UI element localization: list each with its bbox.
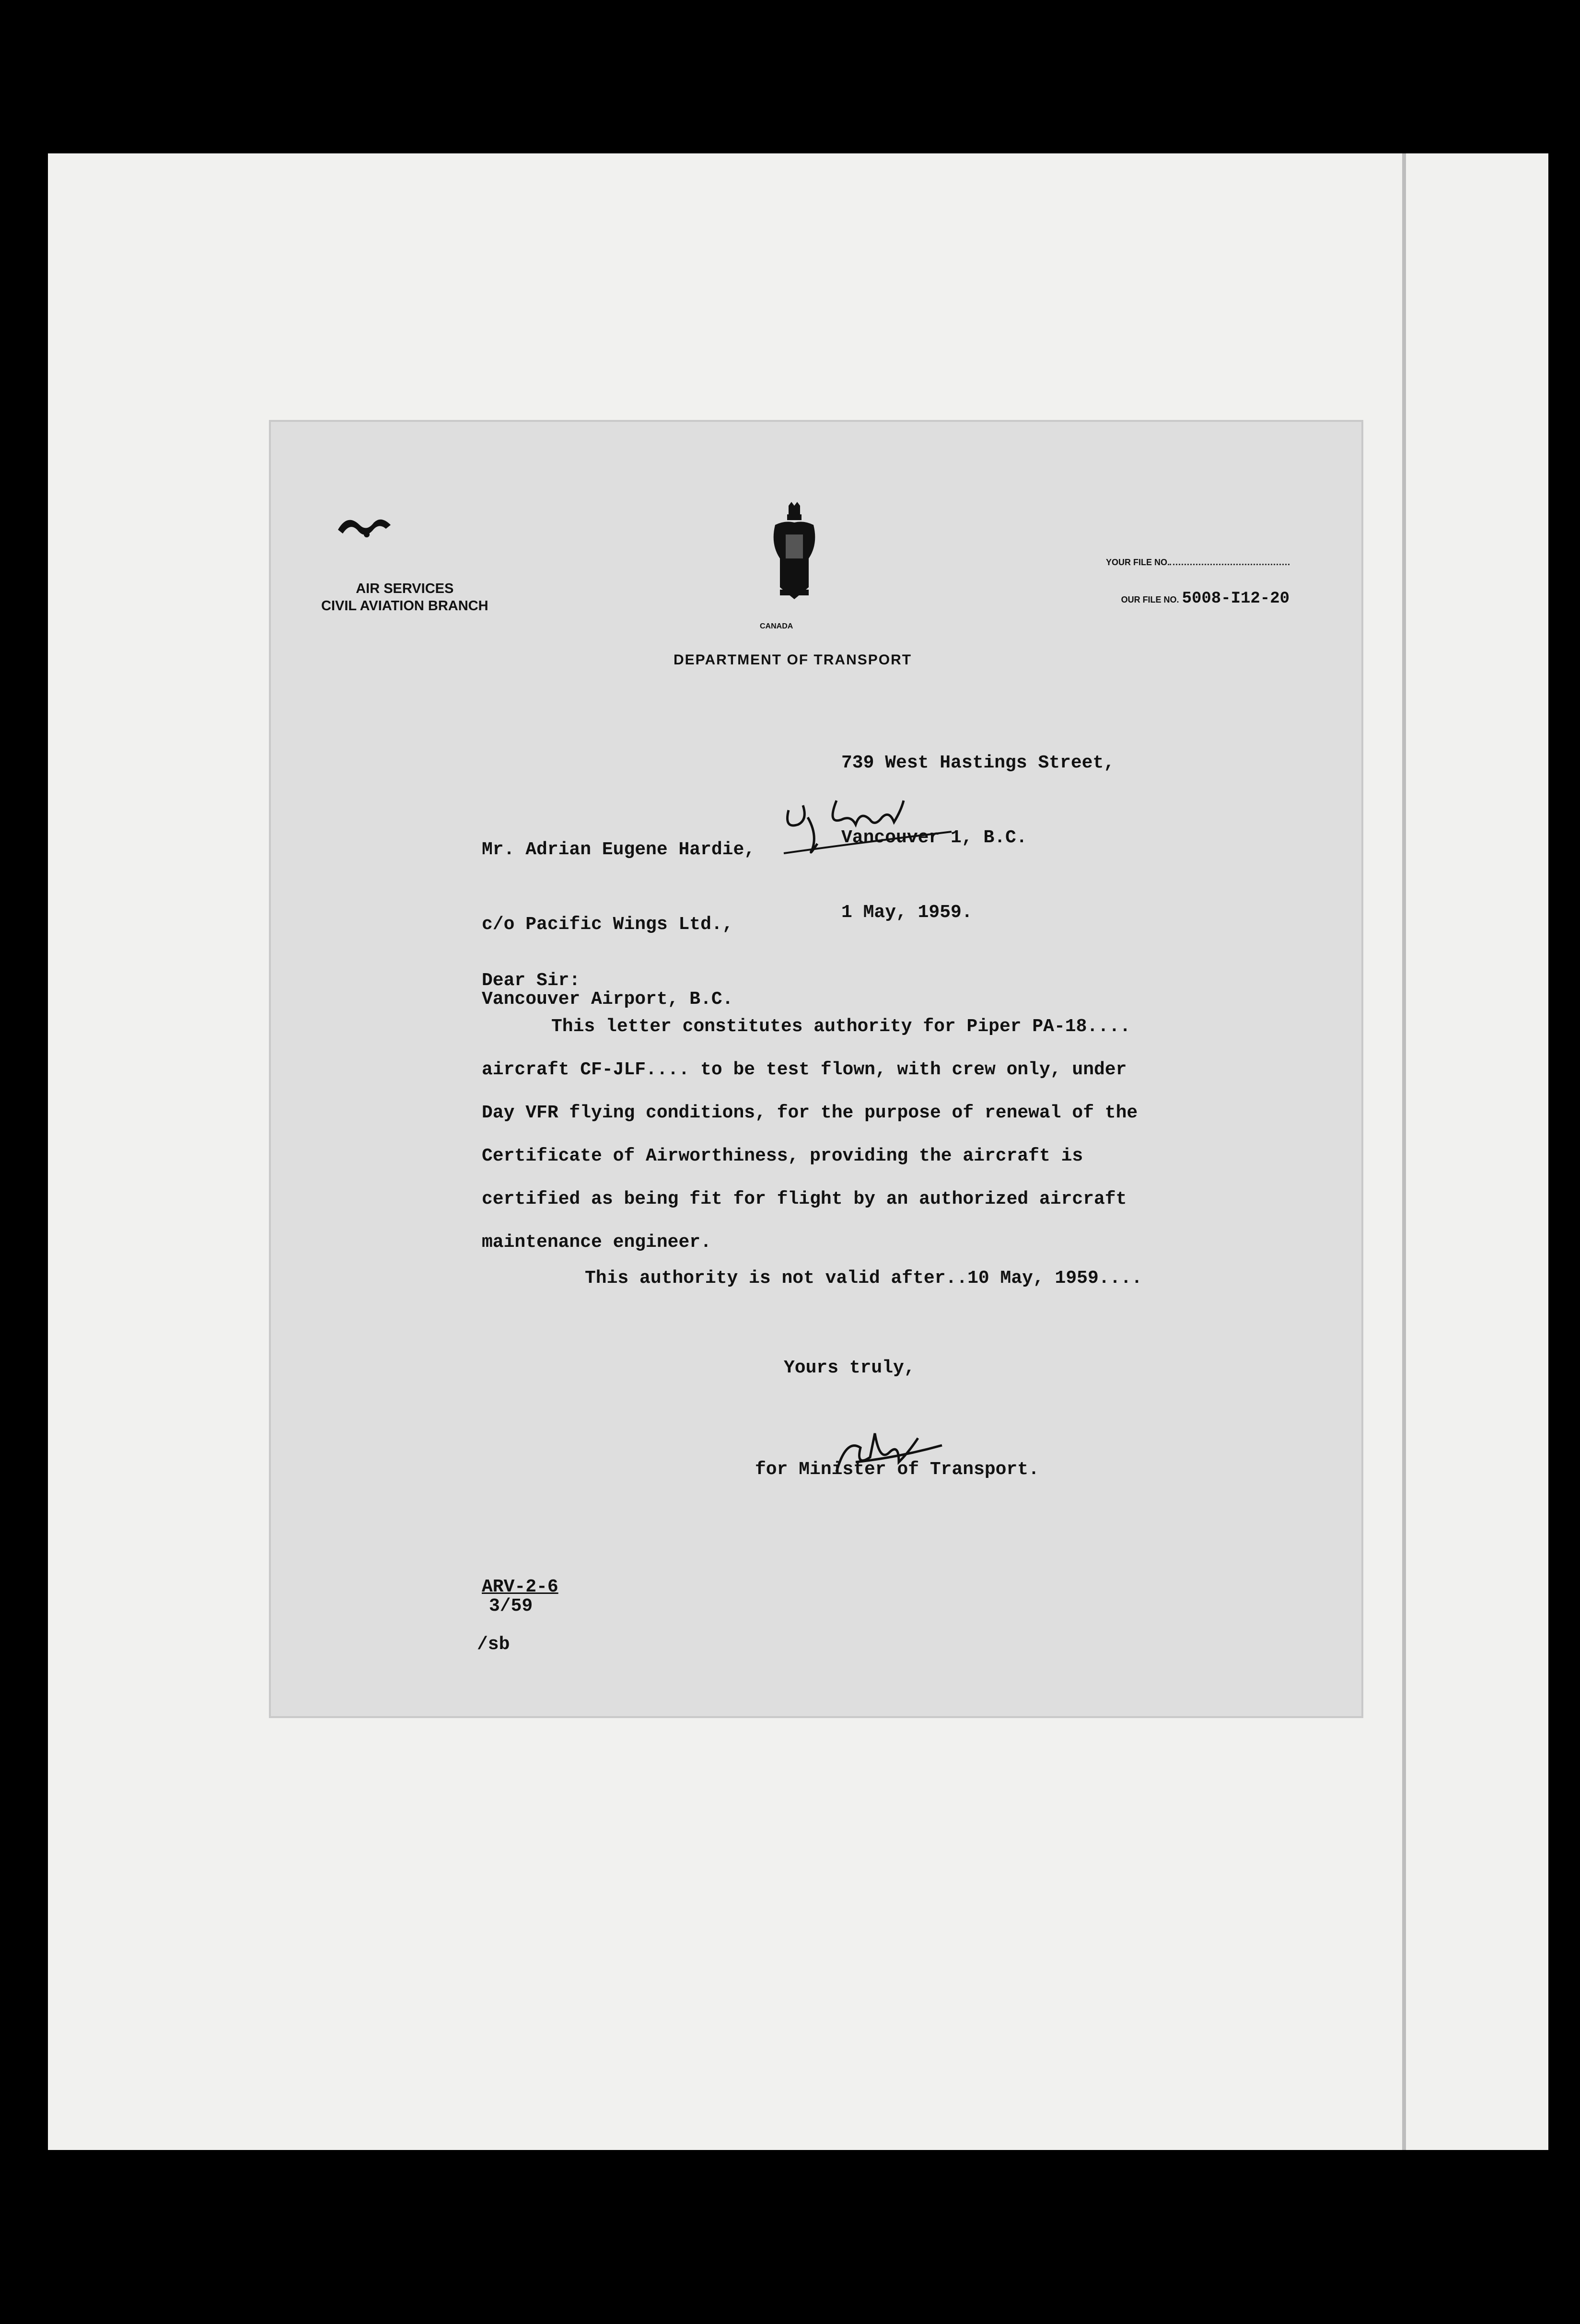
body-line-2: aircraft CF-JLF.... to be test flown, with crew only, under — [482, 1059, 1127, 1080]
our-file-label: OUR FILE NO. — [1121, 595, 1179, 604]
coat-of-arms-icon — [770, 501, 818, 604]
salutation: Dear Sir: — [482, 970, 581, 991]
body-line-1: This letter constitutes authority for Piper PA-18.... — [551, 1016, 1131, 1037]
your-file-row — [1106, 558, 1290, 568]
branch-heading — [321, 580, 488, 615]
form-code: ARV-2-6 — [482, 1577, 558, 1597]
mount-divider — [1402, 153, 1406, 2150]
your-file-label: YOUR FILE NO. — [1105, 558, 1170, 567]
body-line-3: Day VFR flying conditions, for the purpose of renewal of the — [482, 1103, 1138, 1123]
sender-address-line-2: Vancouver 1, B.C. — [841, 827, 1027, 848]
typist-initials: /sb — [477, 1634, 510, 1655]
our-file-row — [1121, 590, 1290, 608]
closing: Yours truly, — [784, 1358, 915, 1378]
handwritten-annotation — [779, 791, 961, 863]
body-line-4: Certificate of Airworthiness, providing the aircraft is — [482, 1146, 1083, 1166]
validity-line: This authority is not valid after..10 May, 1959.... — [585, 1268, 1142, 1289]
letter-date: 1 May, 1959. — [841, 902, 973, 923]
form-date: 3/59 — [489, 1596, 533, 1616]
department-title: DEPARTMENT OF TRANSPORT — [674, 652, 912, 668]
recipient-line-3: Vancouver Airport, B.C. — [482, 989, 733, 1010]
country-label: CANADA — [760, 622, 793, 630]
letter-page — [271, 422, 1361, 1716]
body-line-6: maintenance engineer. — [482, 1232, 711, 1253]
branch-logo-icon — [333, 511, 395, 544]
branch-line-1: AIR SERVICES — [356, 581, 454, 596]
sender-address-line-1: 739 West Hastings Street, — [841, 753, 1115, 773]
branch-line-2: CIVIL AVIATION BRANCH — [321, 598, 488, 614]
our-file-number: 5008-I12-20 — [1182, 590, 1290, 608]
signature-line: for Minister of Transport. — [755, 1459, 1039, 1480]
your-file-blank — [1170, 564, 1290, 565]
recipient-line-1: Mr. Adrian Eugene Hardie, — [482, 839, 755, 860]
recipient-line-2: c/o Pacific Wings Ltd., — [482, 914, 733, 935]
body-line-5: certified as being fit for flight by an authorized aircraft — [482, 1189, 1127, 1209]
